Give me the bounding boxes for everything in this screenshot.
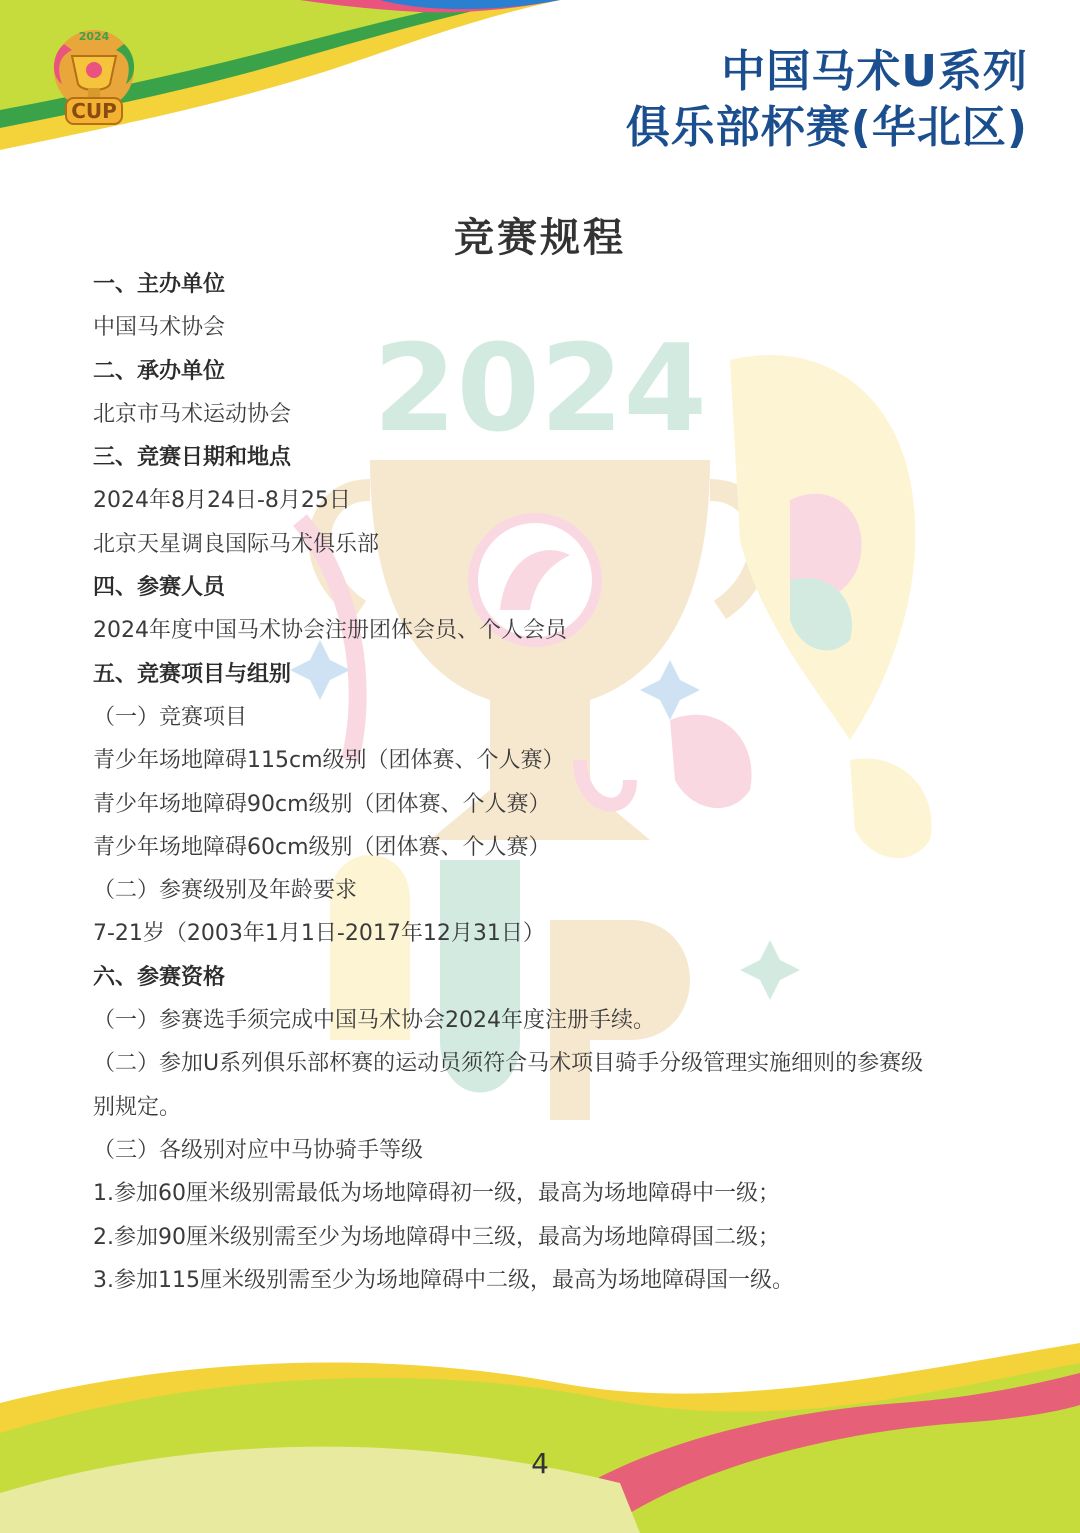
logo-year-text: 2024 <box>78 30 110 43</box>
body-text-line: （三）各级别对应中马协骑手等级 <box>93 1137 424 1163</box>
event-title-line1: 中国马术U系列 <box>721 46 1028 97</box>
watermark-year: 2024 <box>373 320 707 459</box>
body-text-line: 青少年场地障碍60cm级别（团体赛、个人赛） <box>93 834 551 860</box>
body-text-line: （一）竞赛项目 <box>93 704 248 730</box>
section-heading: 五、竞赛项目与组别 <box>93 661 292 687</box>
page-number: 4 <box>531 1447 549 1480</box>
body-text-line: 7-21岁（2003年1月1日-2017年12月31日） <box>93 921 545 947</box>
body-text-line: 2.参加90厘米级别需至少为场地障碍中三级，最高为场地障碍国二级； <box>93 1224 780 1250</box>
body-text-line: 别规定。 <box>93 1094 182 1120</box>
body-text-line: 中国马术协会 <box>93 315 226 341</box>
body-text-line: 2024年度中国马术协会注册团体会员、个人会员 <box>93 618 567 644</box>
event-title <box>626 44 1028 156</box>
section-heading: 一、主办单位 <box>93 272 226 297</box>
body-text-line: （二）参加U系列俱乐部杯赛的运动员须符合马术项目骑手分级管理实施细则的参赛级 <box>93 1051 924 1077</box>
body-text-line: 北京天星调良国际马术俱乐部 <box>93 531 380 557</box>
body-text-line: 3.参加115厘米级别需至少为场地障碍中二级，最高为场地障碍国一级。 <box>93 1267 794 1293</box>
body-text-line: 北京市马术运动协会 <box>93 401 292 427</box>
regulation-content <box>93 263 993 1302</box>
body-text-line: （一）参赛选手须完成中国马术协会2024年度注册手续。 <box>93 1008 655 1034</box>
event-title-line2: 俱乐部杯赛(华北区) <box>625 102 1028 153</box>
cup-logo <box>42 26 146 134</box>
section-heading: 六、参赛资格 <box>93 964 226 990</box>
section-heading: 三、竞赛日期和地点 <box>93 445 292 471</box>
document-title: 竞赛规程 <box>454 215 626 261</box>
body-text-line: 1.参加60厘米级别需最低为场地障碍初一级，最高为场地障碍中一级； <box>93 1181 780 1207</box>
bottom-wave-decoration <box>0 1313 1080 1533</box>
logo-cup-text: CUP <box>71 99 117 123</box>
section-heading: 二、承办单位 <box>93 358 226 384</box>
body-text-line: 青少年场地障碍115cm级别（团体赛、个人赛） <box>93 748 565 774</box>
body-text-line: （二）参赛级别及年龄要求 <box>93 878 358 904</box>
section-heading: 四、参赛人员 <box>93 575 226 601</box>
body-text-line: 青少年场地障碍90cm级别（团体赛、个人赛） <box>93 791 551 817</box>
body-text-line: 2024年8月24日-8月25日 <box>93 488 351 514</box>
